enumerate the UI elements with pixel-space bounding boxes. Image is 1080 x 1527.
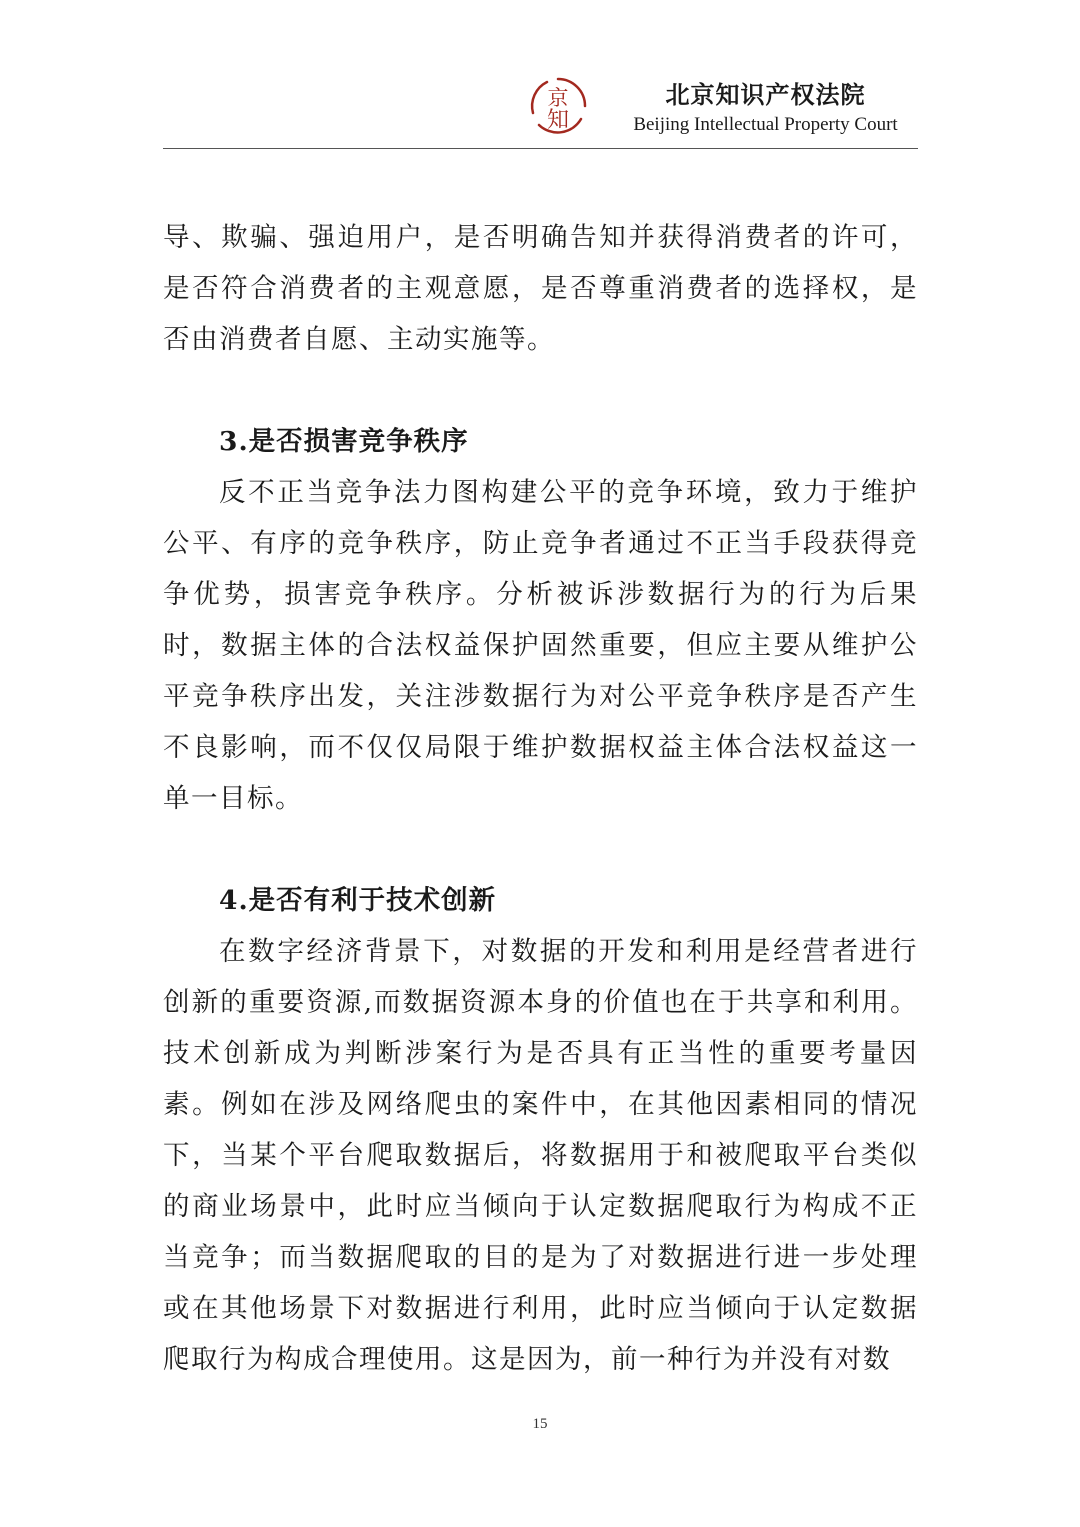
court-seal-logo <box>527 75 589 137</box>
court-name-en: Beijing Intellectual Property Court <box>633 114 898 135</box>
heading-3: 3.是否损害竞争秩序 <box>219 426 469 457</box>
logo-glyph-top: 京 <box>547 86 569 110</box>
heading-4: 4.是否有利于技术创新 <box>219 885 497 916</box>
spacer <box>163 365 918 416</box>
court-name-block <box>613 80 918 138</box>
page-number: 15 <box>532 1416 548 1432</box>
paragraph-intro: 导、欺骗、强迫用户，是否明确告知并获得消费者的许可，是否符合消费者的主观意愿，是否尊重消费者的选择权，是否由消费者自愿、主动实施等。 <box>163 222 918 355</box>
spacer <box>163 824 918 875</box>
court-name-cn: 北京知识产权法院 <box>665 81 866 109</box>
paragraph-4: 在数字经济背景下，对数据的开发和利用是经营者进行创新的重要资源,而数据资源本身的价值也在于共享和利用。技术创新成为判断涉案行为是否具有正当性的重要考量因素。例如在涉及网络爬虫的案件中，在其他因素相同的情况下，当某个平台爬取数据后，将数据用于和被爬取平台类似的商业场景中，此时应当倾向于认定数据爬取行为构成不正当竞争；而当数据爬取的目的是为了对数据进行进一步处理或在其他场景下对数据进行利用，此时应当倾向于认定数据爬取行为构成合理使用。这是因为，前一种行为并没有对数 <box>163 936 918 1375</box>
header-divider <box>163 148 918 149</box>
paragraph-3: 反不正当竞争法力图构建公平的竞争环境，致力于维护公平、有序的竞争秩序，防止竞争者通过不正当手段获得竞争优势，损害竞争秩序。分析被诉涉数据行为的行为后果时，数据主体的合法权益保护固然重要，但应主要从维护公平竞争秩序出发，关注涉数据行为对公平竞争秩序是否产生不良影响，而不仅仅局限于维护数据权益主体合法权益这一单一目标。 <box>163 477 918 814</box>
logo-glyph-bottom: 知 <box>546 108 570 133</box>
document-body <box>163 212 918 1385</box>
page-header <box>163 66 918 148</box>
